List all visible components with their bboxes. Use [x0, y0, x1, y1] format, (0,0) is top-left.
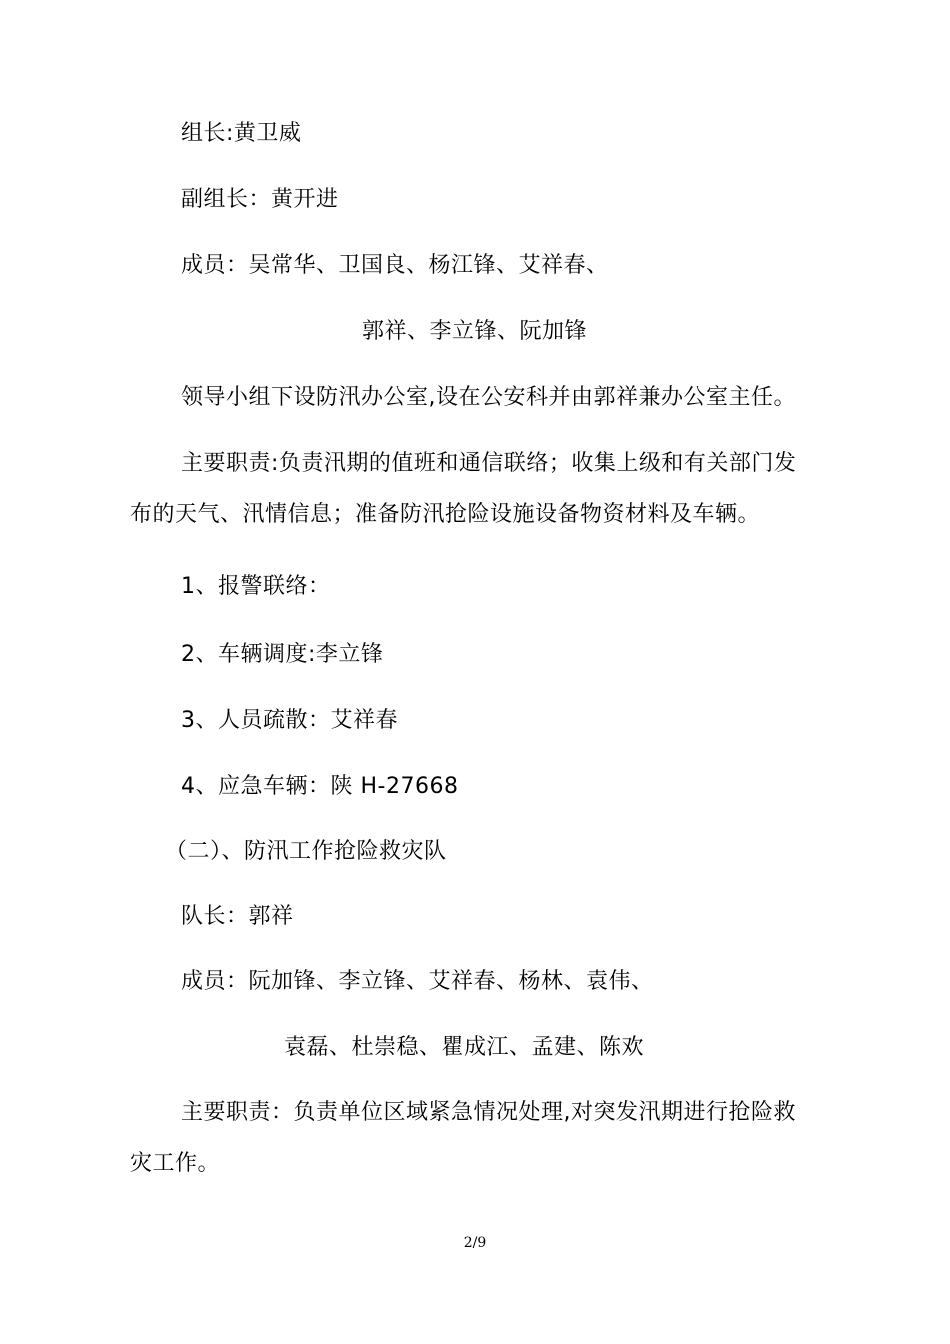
item-vehicle-dispatch: 2、车辆调度:李立锋 — [181, 642, 384, 667]
item-alarm-contact: 1、报警联络： — [181, 574, 331, 599]
page-number: 2/9 — [463, 1235, 487, 1251]
item-emergency-vehicle: 4、应急车辆：陕 H-27668 — [181, 774, 459, 799]
leader-line: 组长:黄卫威 — [181, 121, 302, 146]
members-line-2: 郭祥、李立锋、阮加锋 — [362, 319, 588, 344]
office-note: 领导小组下设防汛办公室,设在公安科并由郭祥兼办公室主任。 — [181, 385, 796, 410]
team-leader-line: 队长：郭祥 — [181, 904, 294, 929]
duties-line-1: 主要职责:负责汛期的值班和通信联络；收集上级和有关部门发 — [181, 451, 797, 476]
members-line-1: 成员：吴常华、卫国良、杨江锋、艾祥春、 — [181, 253, 609, 278]
team-duties-line-1: 主要职责：负责单位区域紧急情况处理,对突发汛期进行抢险救 — [181, 1100, 796, 1125]
item-evacuation: 3、人员疏散：艾祥春 — [181, 708, 398, 733]
duties-line-2: 布的天气、汛情信息；准备防汛抢险设施设备物资材料及车辆。 — [130, 502, 761, 527]
team-members-line-1: 成员：阮加锋、李立锋、艾祥春、杨林、袁伟、 — [181, 969, 654, 994]
deputy-leader-line: 副组长：黄开进 — [181, 187, 339, 212]
team-duties-line-2: 灾工作。 — [130, 1151, 221, 1176]
section-2-title: （二）、防汛工作抢险救灾队 — [165, 839, 447, 864]
team-members-line-2: 袁磊、杜崇稳、瞿成江、孟建、陈欢 — [284, 1035, 645, 1060]
